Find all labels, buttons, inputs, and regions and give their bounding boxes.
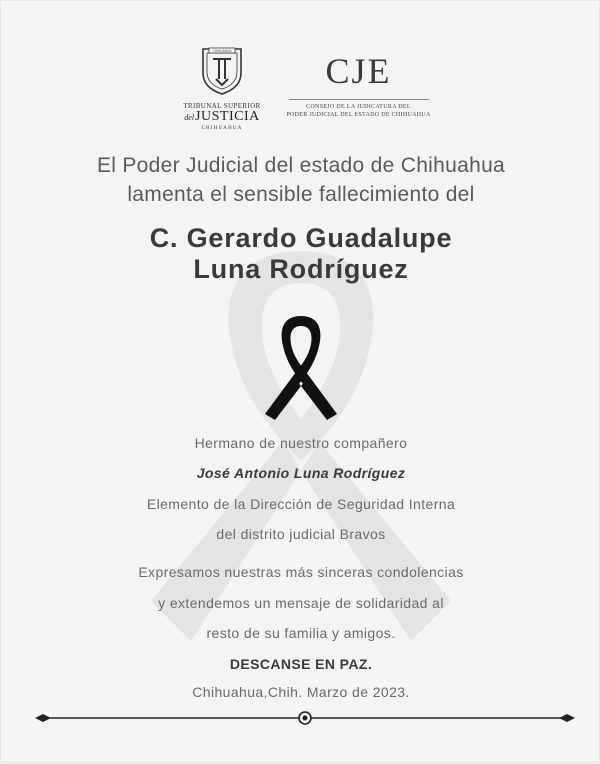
colleague-role2: del distrito judicial Bravos: [216, 526, 386, 542]
right-diamond-icon: [559, 714, 575, 722]
justice-seal-icon: [199, 45, 245, 95]
cje-divider: [289, 99, 429, 100]
colleague-role1: Elemento de la Dirección de Seguridad Interna: [146, 496, 456, 512]
ornamental-divider: [35, 707, 575, 729]
left-diamond-icon: [35, 714, 51, 722]
closing-text: DESCANSE EN PAZ.: [229, 656, 373, 672]
condolences-line2: y extendemos un mensaje de solidaridad al: [158, 595, 444, 611]
deceased-line1: C. Gerardo Guadalupe: [149, 223, 453, 253]
mourning-ribbon-icon: [261, 314, 341, 422]
intro-text: [1, 151, 600, 209]
cje-line2: PODER JUDICIAL DEL ESTADO DE CHIHUAHUA: [286, 112, 431, 118]
tsj-line3: CHIHUAHUA: [201, 126, 243, 131]
tsj-justicia: JUSTICIA: [195, 109, 260, 124]
condolences-line1: Expresamos nuestras más sinceras condolencias: [138, 564, 464, 580]
cje-monogram: CJE: [325, 51, 392, 91]
tribunal-superior-logo: [179, 45, 265, 131]
relation-label: Hermano de nuestro compañero: [194, 435, 408, 451]
colleague-name: José Antonio Luna Rodríguez: [196, 465, 406, 481]
tsj-line2: [179, 110, 265, 125]
place-date: Chihuahua,Chih. Marzo de 2023.: [192, 684, 410, 700]
tsj-prefix: del: [184, 113, 195, 122]
deceased-name: [1, 223, 600, 285]
seal-text: CHIHUAHUA: [212, 49, 232, 53]
cje-logo: [286, 51, 431, 119]
cje-line1: CONSEJO DE LA JUDICATURA DEL: [306, 104, 411, 110]
deceased-line2: Luna Rodríguez: [193, 254, 409, 284]
intro-line1: El Poder Judicial del estado de Chihuahua: [96, 154, 506, 177]
condolences-line3: resto de su familia y amigos.: [206, 625, 396, 641]
header-logos: [1, 45, 600, 135]
intro-line2: lamenta el sensible fallecimiento del: [127, 183, 475, 206]
tsj-line1: TRIBUNAL SUPERIOR: [183, 102, 261, 110]
